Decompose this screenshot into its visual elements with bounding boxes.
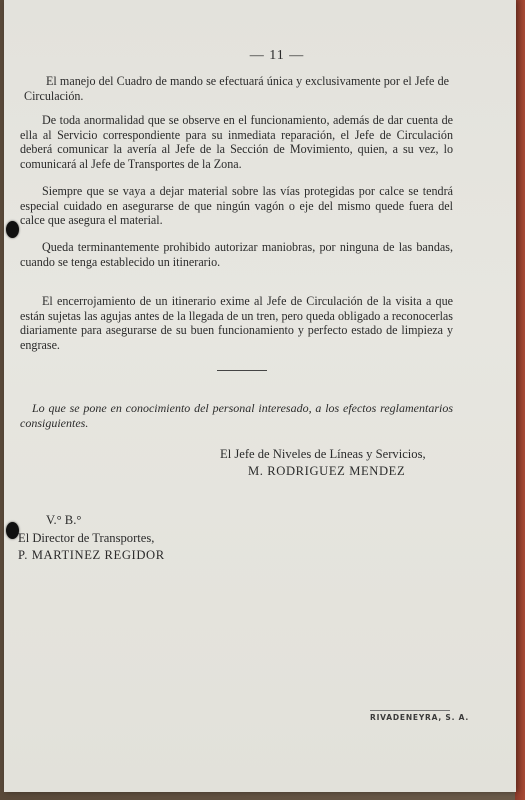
- signature-name: M. RODRIGUEZ MENDEZ: [248, 464, 406, 478]
- document-page: [4, 0, 516, 792]
- binder-edge: [515, 0, 525, 800]
- notice-text: Lo que se pone en conocimiento del personal interesado, a los efectos reglamentarios consiguientes.: [20, 401, 453, 430]
- section-divider: [217, 370, 267, 371]
- paragraph-4: Queda terminantemente prohibido autorizar maniobras, por ninguna de las bandas, cuando se tenga establecido un itinerario.: [20, 240, 453, 269]
- approval-title: El Director de Transportes,: [18, 531, 155, 545]
- signature-title: El Jefe de Niveles de Líneas y Servicios,: [220, 447, 426, 461]
- paragraph-5: El encerrojamiento de un itinerario exime al Jefe de Circulación de la visita a que están sujetas las agujas antes de la llegada de un tren, pero queda obligado a reconocerlas diariamente para asegurarse de su buen funcionamiento y perfecto estado de limpieza y engrase.: [20, 294, 453, 352]
- approval-name: P. MARTINEZ REGIDOR: [18, 548, 165, 562]
- printer-rule: [370, 710, 450, 711]
- paragraph-2: De toda anormalidad que se observe en el funcionamiento, además de dar cuenta de ella al Servicio correspondiente para su inmediata reparación, el Jefe de Circulación deberá comunicar la avería al Jefe de la Sección de Movimiento, quien, a su vez, lo comunicará al Jefe de Transportes de la Zona.: [20, 113, 453, 171]
- approval-mark: V.° B.°: [46, 513, 82, 527]
- punch-hole-top: [6, 221, 19, 238]
- punch-hole-bottom: [6, 522, 19, 539]
- paragraph-3: Siempre que se vaya a dejar material sobre las vías protegidas por calce se tendrá especial cuidado en asegurarse de que ningún vagón o eje del mismo quede fuera del calce que asegura el material.: [20, 184, 453, 228]
- page-number: — 11 —: [249, 48, 305, 63]
- paragraph-1: El manejo del Cuadro de mando se efectuará única y exclusivamente por el Jefe de Circulación.: [24, 74, 449, 103]
- printer-imprint: RIVADENEYRA, S. A.: [370, 713, 470, 722]
